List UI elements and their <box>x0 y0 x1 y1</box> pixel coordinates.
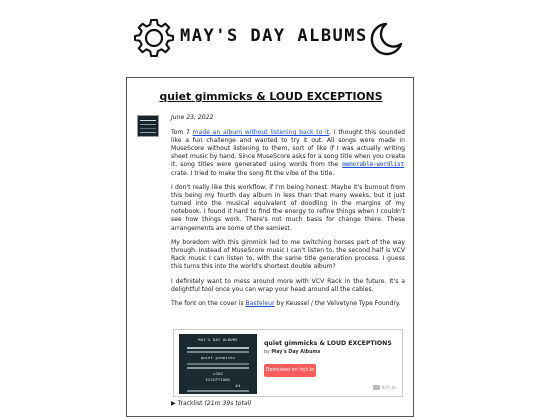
tracklist-toggle[interactable]: ▶ Tracklist (21m 39s total) <box>171 400 252 407</box>
paragraph-intro: Tom 7 made an album without listening back to it. I thought this sounded like a fun challenge and wanted to try it out. All songs were made in MuseScore without listening to them, sort of like if I was actually writing sheet music by hand. Since MuseScore asks for a song title when you create it, song titles were generated using words from the memorable-wordlist crate. I tried to make the song fit the vibe of the title. <box>171 129 405 177</box>
paragraph-font: The font on the cover is Basteleur by Keussel / the Velvetyne Type Foundry. <box>171 300 401 308</box>
post-date: June 23, 2022 <box>171 114 214 121</box>
post-title[interactable]: quiet gimmicks & LOUD EXCEPTIONS <box>159 90 383 103</box>
itch-logo[interactable]: itch.io <box>373 385 396 391</box>
cover-site-name: MAY'S DAY ALBUMS <box>198 338 238 342</box>
cover-title-line1: quiet gimmicks <box>200 356 236 360</box>
album-cover[interactable] <box>179 334 257 394</box>
post-content <box>171 114 405 315</box>
cover-badge: #4 <box>235 384 241 388</box>
site-title[interactable]: MAY'S DAY ALBUMS <box>180 26 368 46</box>
embed-album-artist: by May's Day Albums <box>264 350 321 355</box>
cover-title-line2: LOUD <box>213 372 223 376</box>
embed-album-title[interactable]: quiet gimmicks & LOUD EXCEPTIONS <box>264 340 392 347</box>
paragraph-workflow: I don't really like this workflow, if I'm being honest. Maybe it's burnout from this being my fourth day album in less than that many weeks, but it just turned into the musical equivalent of doodling in the margins of my notebook. I found it hard to find the energy to refine things when I couldn't see how things work. There's not much basis for change there. These arrangements are some of the samiest. <box>171 184 405 232</box>
itch-icon <box>373 385 380 390</box>
itch-embed <box>173 329 403 397</box>
sun-gear-icon <box>134 19 174 59</box>
tom7-album-link[interactable]: made an album without listening back to it <box>192 129 330 137</box>
moon-icon <box>366 20 404 58</box>
post-panel <box>126 77 414 417</box>
site-header <box>0 8 540 58</box>
memorable-wordlist-link[interactable]: memorable-wordlist <box>342 162 404 169</box>
paragraph-vcv-rack: I definitely want to mess around more with VCV Rack in the future. It's a delightful tool once you can wrap your head around all the cables. <box>171 277 405 293</box>
cover-title-line3: EXCEPTIONS <box>205 378 231 382</box>
disclosure-triangle-icon: ▶ <box>171 400 176 407</box>
basteleur-link[interactable]: Basteleur <box>245 300 275 308</box>
download-button[interactable]: Download on itch.io <box>264 364 316 377</box>
paragraph-boredom: My boredom with this gimmick led to me switching horses part of the way through. Instead of MuseScore music I can't listen to, the second half is VCV Rack music I can listen to, with the same title generation process. I guess this turns this into the world's shortest double album? <box>171 239 405 271</box>
album-thumbnail <box>137 115 159 137</box>
